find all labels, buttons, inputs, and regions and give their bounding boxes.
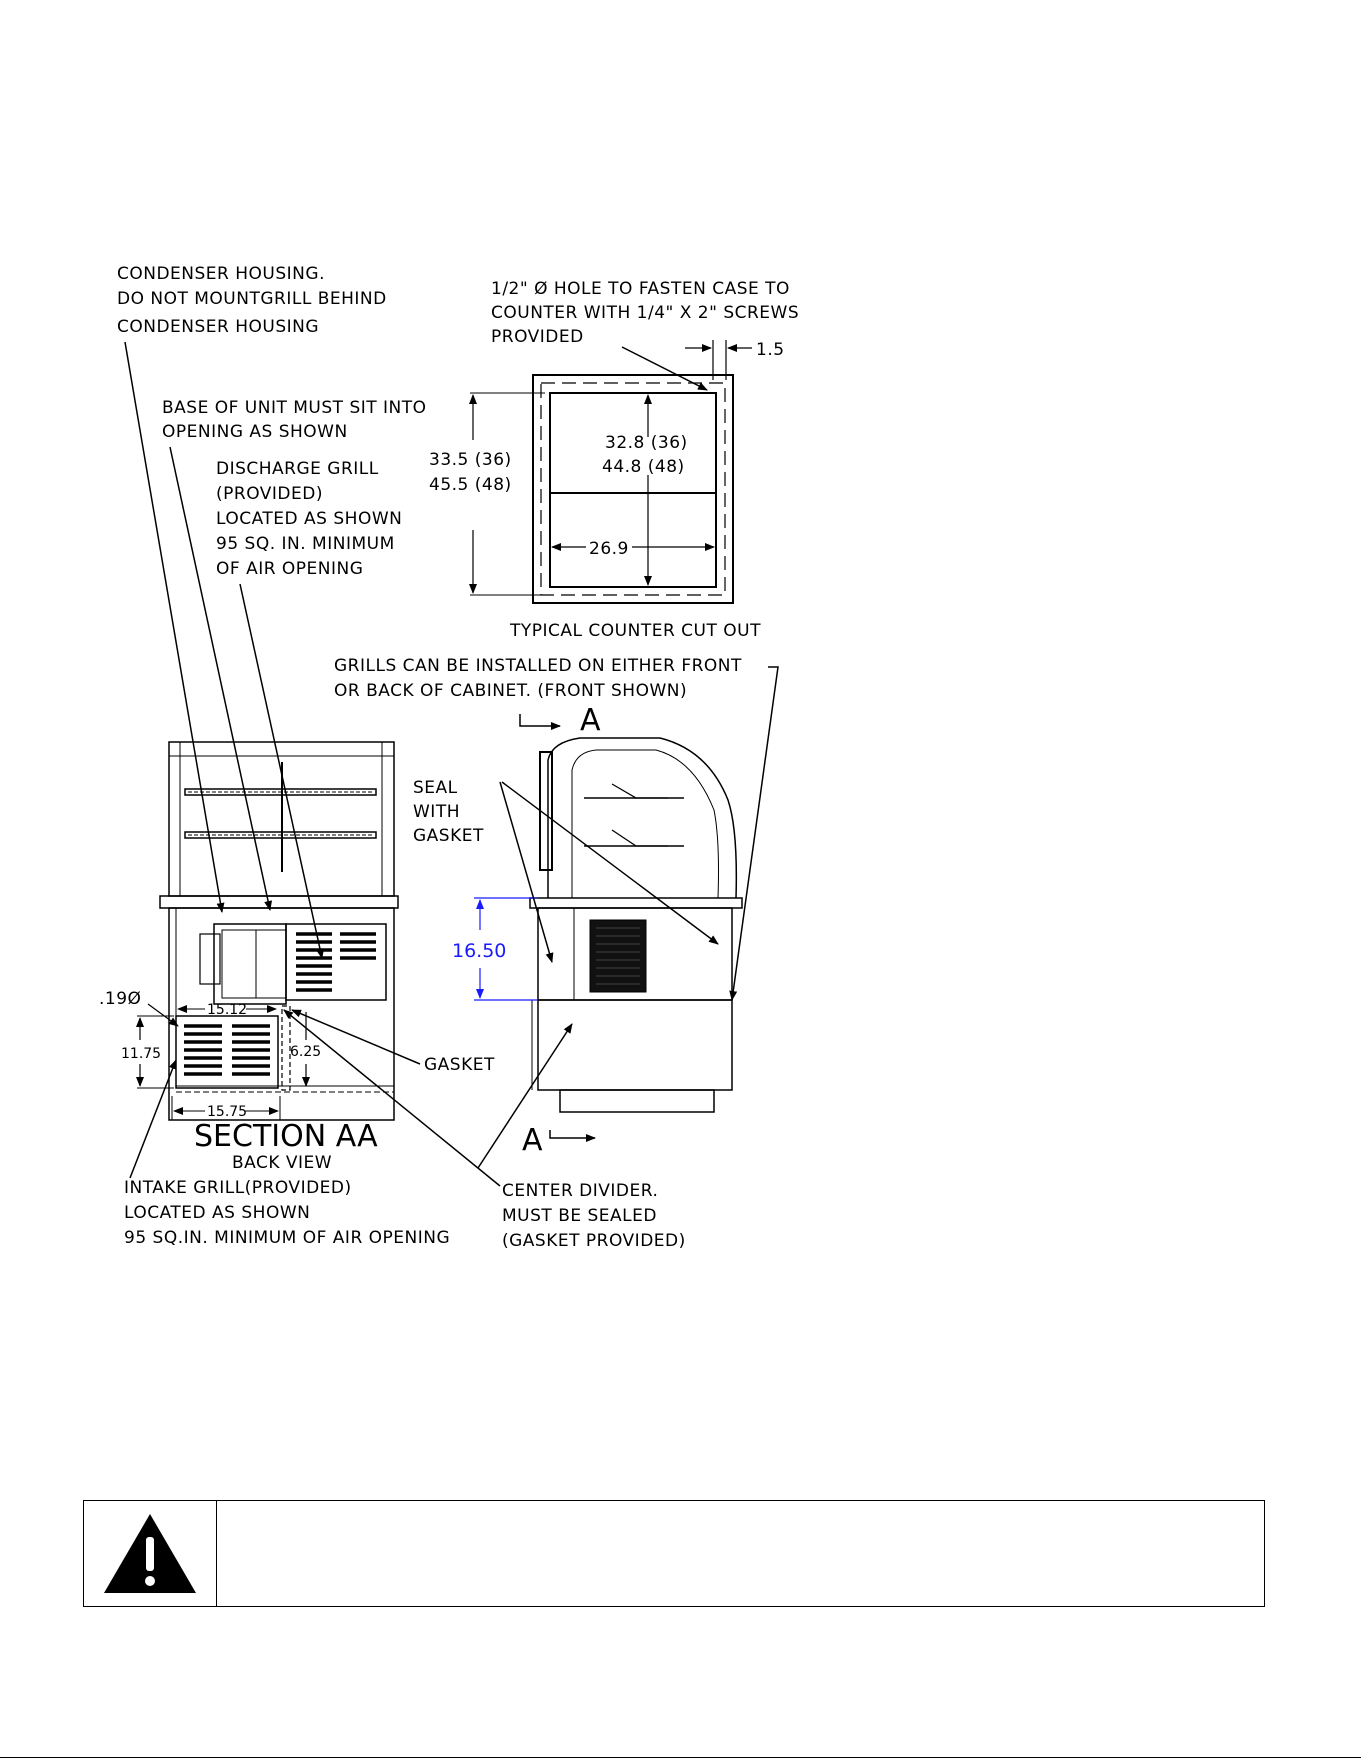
center-divider-note [502, 1181, 686, 1251]
svg-text:33.5 (36): 33.5 (36) [429, 450, 512, 470]
footer-rule [0, 1757, 1361, 1758]
section-aa-title: SECTION AA [194, 1119, 378, 1154]
svg-text:CONDENSER HOUSING: CONDENSER HOUSING [117, 317, 320, 337]
grills-leader-line [732, 667, 778, 1000]
svg-text:OF AIR OPENING: OF AIR OPENING [216, 559, 364, 579]
svg-text:32.8 (36): 32.8 (36) [605, 433, 688, 453]
intake-grill-note [124, 1178, 450, 1248]
svg-text:GASKET: GASKET [413, 826, 484, 846]
svg-text:95 SQ. IN. MINIMUM: 95 SQ. IN. MINIMUM [216, 534, 395, 554]
seal-gasket-note [413, 778, 484, 846]
warning-triangle-icon [84, 1501, 217, 1605]
section-marker-bottom: A [522, 1123, 543, 1158]
gasket-label: GASKET [424, 1055, 495, 1075]
dim-16-50 [452, 898, 538, 1000]
svg-text:CENTER DIVIDER.: CENTER DIVIDER. [502, 1181, 659, 1201]
base-of-unit-note [162, 398, 427, 442]
svg-text:COUNTER WITH 1/4" X 2" SCREWS: COUNTER WITH 1/4" X 2" SCREWS [491, 303, 800, 323]
svg-text:16.50: 16.50 [452, 940, 507, 962]
grills-note [334, 656, 742, 701]
warning-box [83, 1500, 1265, 1607]
side-view [520, 703, 742, 1158]
svg-text:BASE OF UNIT MUST SIT INTO: BASE OF UNIT MUST SIT INTO [162, 398, 427, 418]
svg-text:11.75: 11.75 [121, 1046, 162, 1062]
svg-text:PROVIDED: PROVIDED [491, 327, 584, 347]
counter-cutout-caption: TYPICAL COUNTER CUT OUT [510, 621, 761, 641]
svg-text:26.9: 26.9 [589, 539, 629, 559]
dim-15-75 [172, 1096, 280, 1120]
svg-text:15.75: 15.75 [207, 1104, 248, 1120]
svg-text:44.8 (48): 44.8 (48) [602, 457, 685, 477]
warning-icon-cell [84, 1501, 217, 1606]
svg-text:6.25: 6.25 [290, 1044, 322, 1060]
dim-11-75 [121, 1016, 174, 1088]
fasten-hole-note [491, 279, 799, 347]
svg-text:DO NOT MOUNTGRILL BEHIND: DO NOT MOUNTGRILL BEHIND [117, 289, 387, 309]
svg-text:LOCATED AS SHOWN: LOCATED AS SHOWN [216, 509, 403, 529]
counter-cutout-view [533, 375, 733, 603]
section-aa-view [160, 742, 398, 1120]
warning-text [217, 1501, 1264, 1606]
svg-text:1.5: 1.5 [756, 340, 785, 360]
seal-leader-1 [500, 782, 552, 962]
svg-text:45.5 (48): 45.5 (48) [429, 475, 512, 495]
svg-text:OPENING AS SHOWN: OPENING AS SHOWN [162, 422, 348, 442]
svg-text:15.12: 15.12 [207, 1002, 248, 1018]
svg-text:DISCHARGE GRILL: DISCHARGE GRILL [216, 459, 379, 479]
svg-text:(PROVIDED): (PROVIDED) [216, 484, 323, 504]
svg-text:.19Ø: .19Ø [99, 989, 142, 1009]
section-marker-top: A [580, 703, 601, 738]
svg-text:WITH: WITH [413, 802, 460, 822]
svg-text:CONDENSER HOUSING.: CONDENSER HOUSING. [117, 264, 325, 284]
svg-text:OR BACK OF CABINET. (FRONT SHO: OR BACK OF CABINET. (FRONT SHOWN) [334, 681, 688, 701]
svg-text:INTAKE GRILL(PROVIDED): INTAKE GRILL(PROVIDED) [124, 1178, 352, 1198]
svg-text:95 SQ.IN. MINIMUM OF AIR OPENI: 95 SQ.IN. MINIMUM OF AIR OPENING [124, 1228, 451, 1248]
discharge-grill-note [216, 459, 402, 579]
back-view-caption: BACK VIEW [232, 1153, 333, 1173]
dim-190 [99, 989, 178, 1026]
condenser-housing-note [117, 264, 387, 337]
svg-text:SEAL: SEAL [413, 778, 458, 798]
dim-outer-height [429, 393, 545, 595]
svg-text:GRILLS CAN BE INSTALLED ON EIT: GRILLS CAN BE INSTALLED ON EITHER FRONT [334, 656, 742, 676]
svg-text:LOCATED AS SHOWN: LOCATED AS SHOWN [124, 1203, 311, 1223]
svg-text:1/2" Ø HOLE TO FASTEN CASE TO: 1/2" Ø HOLE TO FASTEN CASE TO [491, 279, 790, 299]
svg-text:(GASKET PROVIDED): (GASKET PROVIDED) [502, 1231, 686, 1251]
svg-text:MUST BE SEALED: MUST BE SEALED [502, 1206, 657, 1226]
dim-6-25 [290, 1012, 321, 1086]
dim-26-9 [552, 539, 714, 559]
